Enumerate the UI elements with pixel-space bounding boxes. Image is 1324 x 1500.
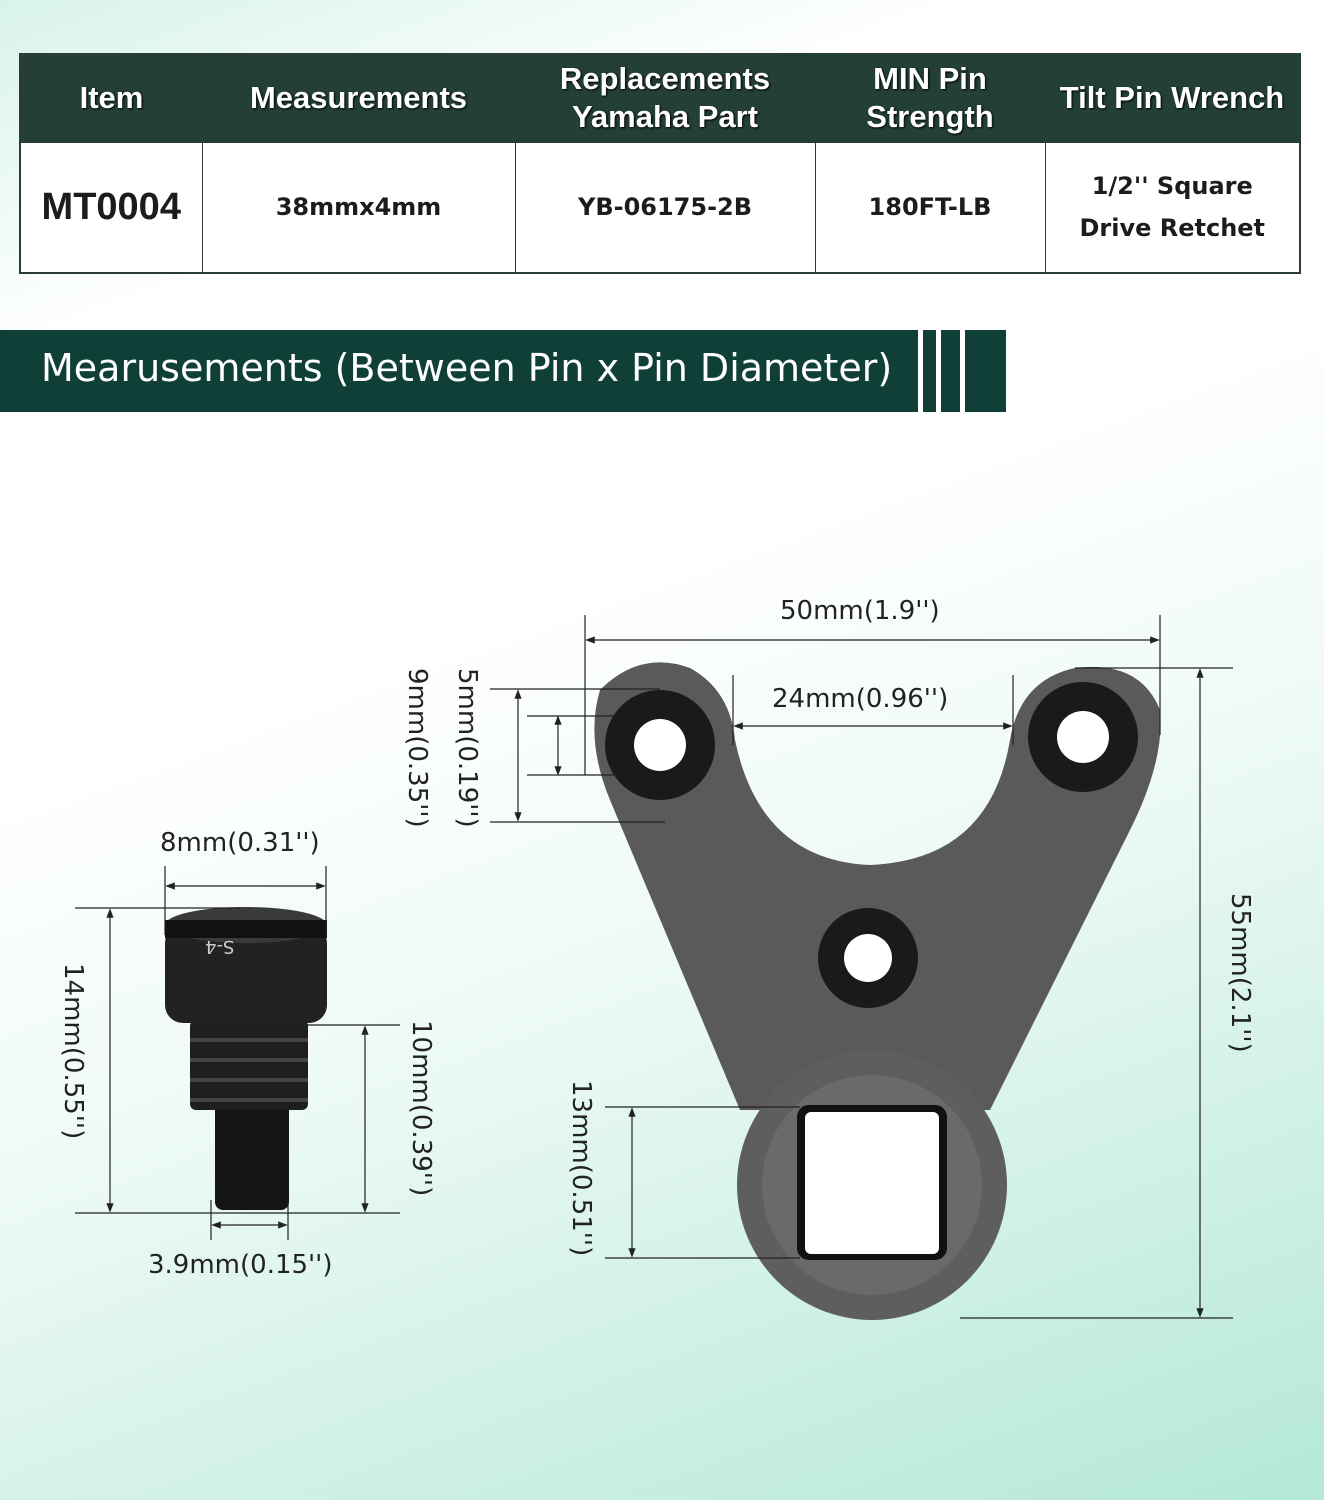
- cell-strength: 180FT-LB: [815, 142, 1045, 273]
- header-item: Item: [20, 54, 202, 142]
- dim-hole: 5mm(0.19''): [452, 668, 482, 828]
- wrench-line-2: Drive Retchet: [1079, 214, 1266, 243]
- header-wrench: Tilt Pin Wrench: [1045, 54, 1300, 142]
- pin-marking: S-4: [205, 936, 235, 957]
- dim-pin-length: 14mm(0.55''): [58, 963, 88, 1140]
- wrench-line-1: 1/2'' Square: [1091, 172, 1253, 201]
- dim-width: 50mm(1.9''): [780, 596, 940, 626]
- header-part: Replacements Yamaha Part: [515, 54, 815, 142]
- cell-measurements: 38mmx4mm: [202, 142, 515, 273]
- tilt-pin-image: [165, 907, 327, 1210]
- dim-pin-head: 8mm(0.31''): [160, 828, 320, 858]
- tilt-pin-wrench-image: [594, 662, 1160, 1320]
- dim-pin-shank: 10mm(0.39''): [406, 1020, 436, 1197]
- cell-item: MT0004: [20, 142, 202, 273]
- dim-boss: 9mm(0.35''): [402, 668, 432, 828]
- header-strength: MIN Pin Strength: [815, 54, 1045, 142]
- banner-title: Mearusements (Between Pin x Pin Diameter): [41, 346, 893, 390]
- dim-pin-spacing: 24mm(0.96''): [772, 684, 949, 714]
- header-measurements: Measurements: [202, 54, 515, 142]
- dim-square: 13mm(0.51''): [566, 1080, 596, 1257]
- dim-height: 55mm(2.1''): [1225, 893, 1255, 1053]
- dim-pin-tip: 3.9mm(0.15''): [148, 1250, 333, 1280]
- cell-part: YB-06175-2B: [515, 142, 815, 273]
